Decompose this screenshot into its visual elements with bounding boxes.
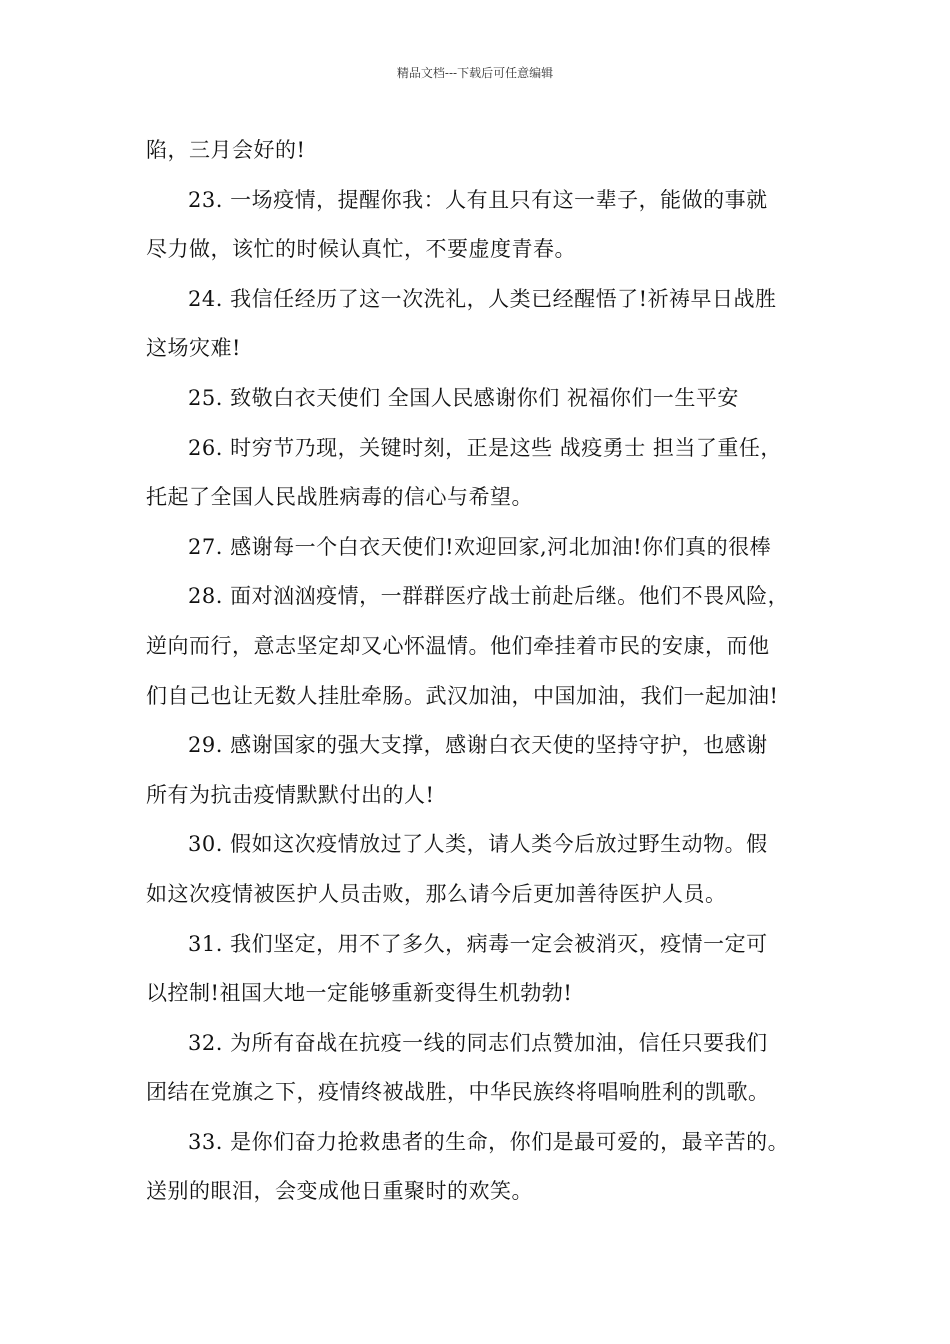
text-line: 如这次疫情被医护人员击败，那么请今后更加善待医护人员。 — [146, 881, 727, 906]
paragraph — [146, 820, 826, 919]
text-line: 32. 为所有奋战在抗疫一线的同志们点赞加油，信任只要我们 — [188, 1030, 768, 1055]
text-line: 29. 感谢国家的强大支撑，感谢白衣天使的坚持守护，也感谢 — [188, 733, 768, 758]
text-line: 逆向而行，意志坚定却又心怀温情。他们牵挂着市民的安康，而他 — [146, 633, 770, 658]
text-line: 25. 致敬白衣天使们 全国人民感谢你们 祝福你们一生平安 — [188, 385, 739, 410]
text-line: 团结在党旗之下，疫情终被战胜，中华民族终将唱响胜利的凯歌。 — [146, 1080, 770, 1105]
text-line: 30. 假如这次疫情放过了人类，请人类今后放过野生动物。假 — [188, 832, 768, 857]
paragraph — [146, 523, 826, 573]
document-body — [146, 126, 826, 1217]
paragraph — [146, 1118, 826, 1217]
paragraph — [146, 1019, 826, 1118]
paragraph — [146, 572, 826, 721]
text-line: 31. 我们坚定，用不了多久，病毒一定会被消灭，疫情一定可 — [188, 931, 768, 956]
text-line: 陷，三月会好的! — [146, 138, 306, 162]
text-line: 所有为抗击疫情默默付出的人! — [146, 782, 435, 807]
text-line: 26. 时穷节乃现，关键时刻，正是这些 战疫勇士 担当了重任， — [188, 435, 782, 460]
paragraph — [146, 721, 826, 820]
text-line: 尽力做，该忙的时候认真忙，不要虚度青春。 — [146, 237, 576, 262]
paragraph — [146, 176, 826, 275]
paragraph — [146, 424, 826, 523]
paragraph — [146, 920, 826, 1019]
paragraph — [146, 126, 826, 176]
text-line: 这场灾难! — [146, 336, 241, 361]
paragraph — [146, 275, 826, 374]
text-line: 23. 一场疫情，提醒你我：人有且只有这一辈子，能做的事就 — [188, 187, 768, 212]
text-line: 们自己也让无数人挂肚牵肠。武汉加油，中国加油，我们一起加油! — [146, 683, 779, 708]
paragraph — [146, 374, 826, 424]
text-line: 24. 我信任经历了这一次洗礼，人类已经醒悟了!祈祷早日战胜 — [188, 286, 777, 311]
text-line: 27. 感谢每一个白衣天使们!欢迎回家,河北加油!你们真的很棒 — [188, 534, 772, 559]
text-line: 33. 是你们奋力抢救患者的生命，你们是最可爱的，最辛苦的。 — [188, 1129, 790, 1154]
text-line: 送别的眼泪，会变成他日重聚时的欢笑。 — [146, 1179, 533, 1204]
text-line: 以控制!祖国大地一定能够重新变得生机勃勃! — [146, 981, 573, 1006]
text-line: 28. 面对汹汹疫情，一群群医疗战士前赴后继。他们不畏风险， — [188, 584, 790, 609]
text-line: 托起了全国人民战胜病毒的信心与希望。 — [146, 485, 533, 510]
page-header: 精品文档---下载后可任意编辑 — [396, 66, 554, 80]
